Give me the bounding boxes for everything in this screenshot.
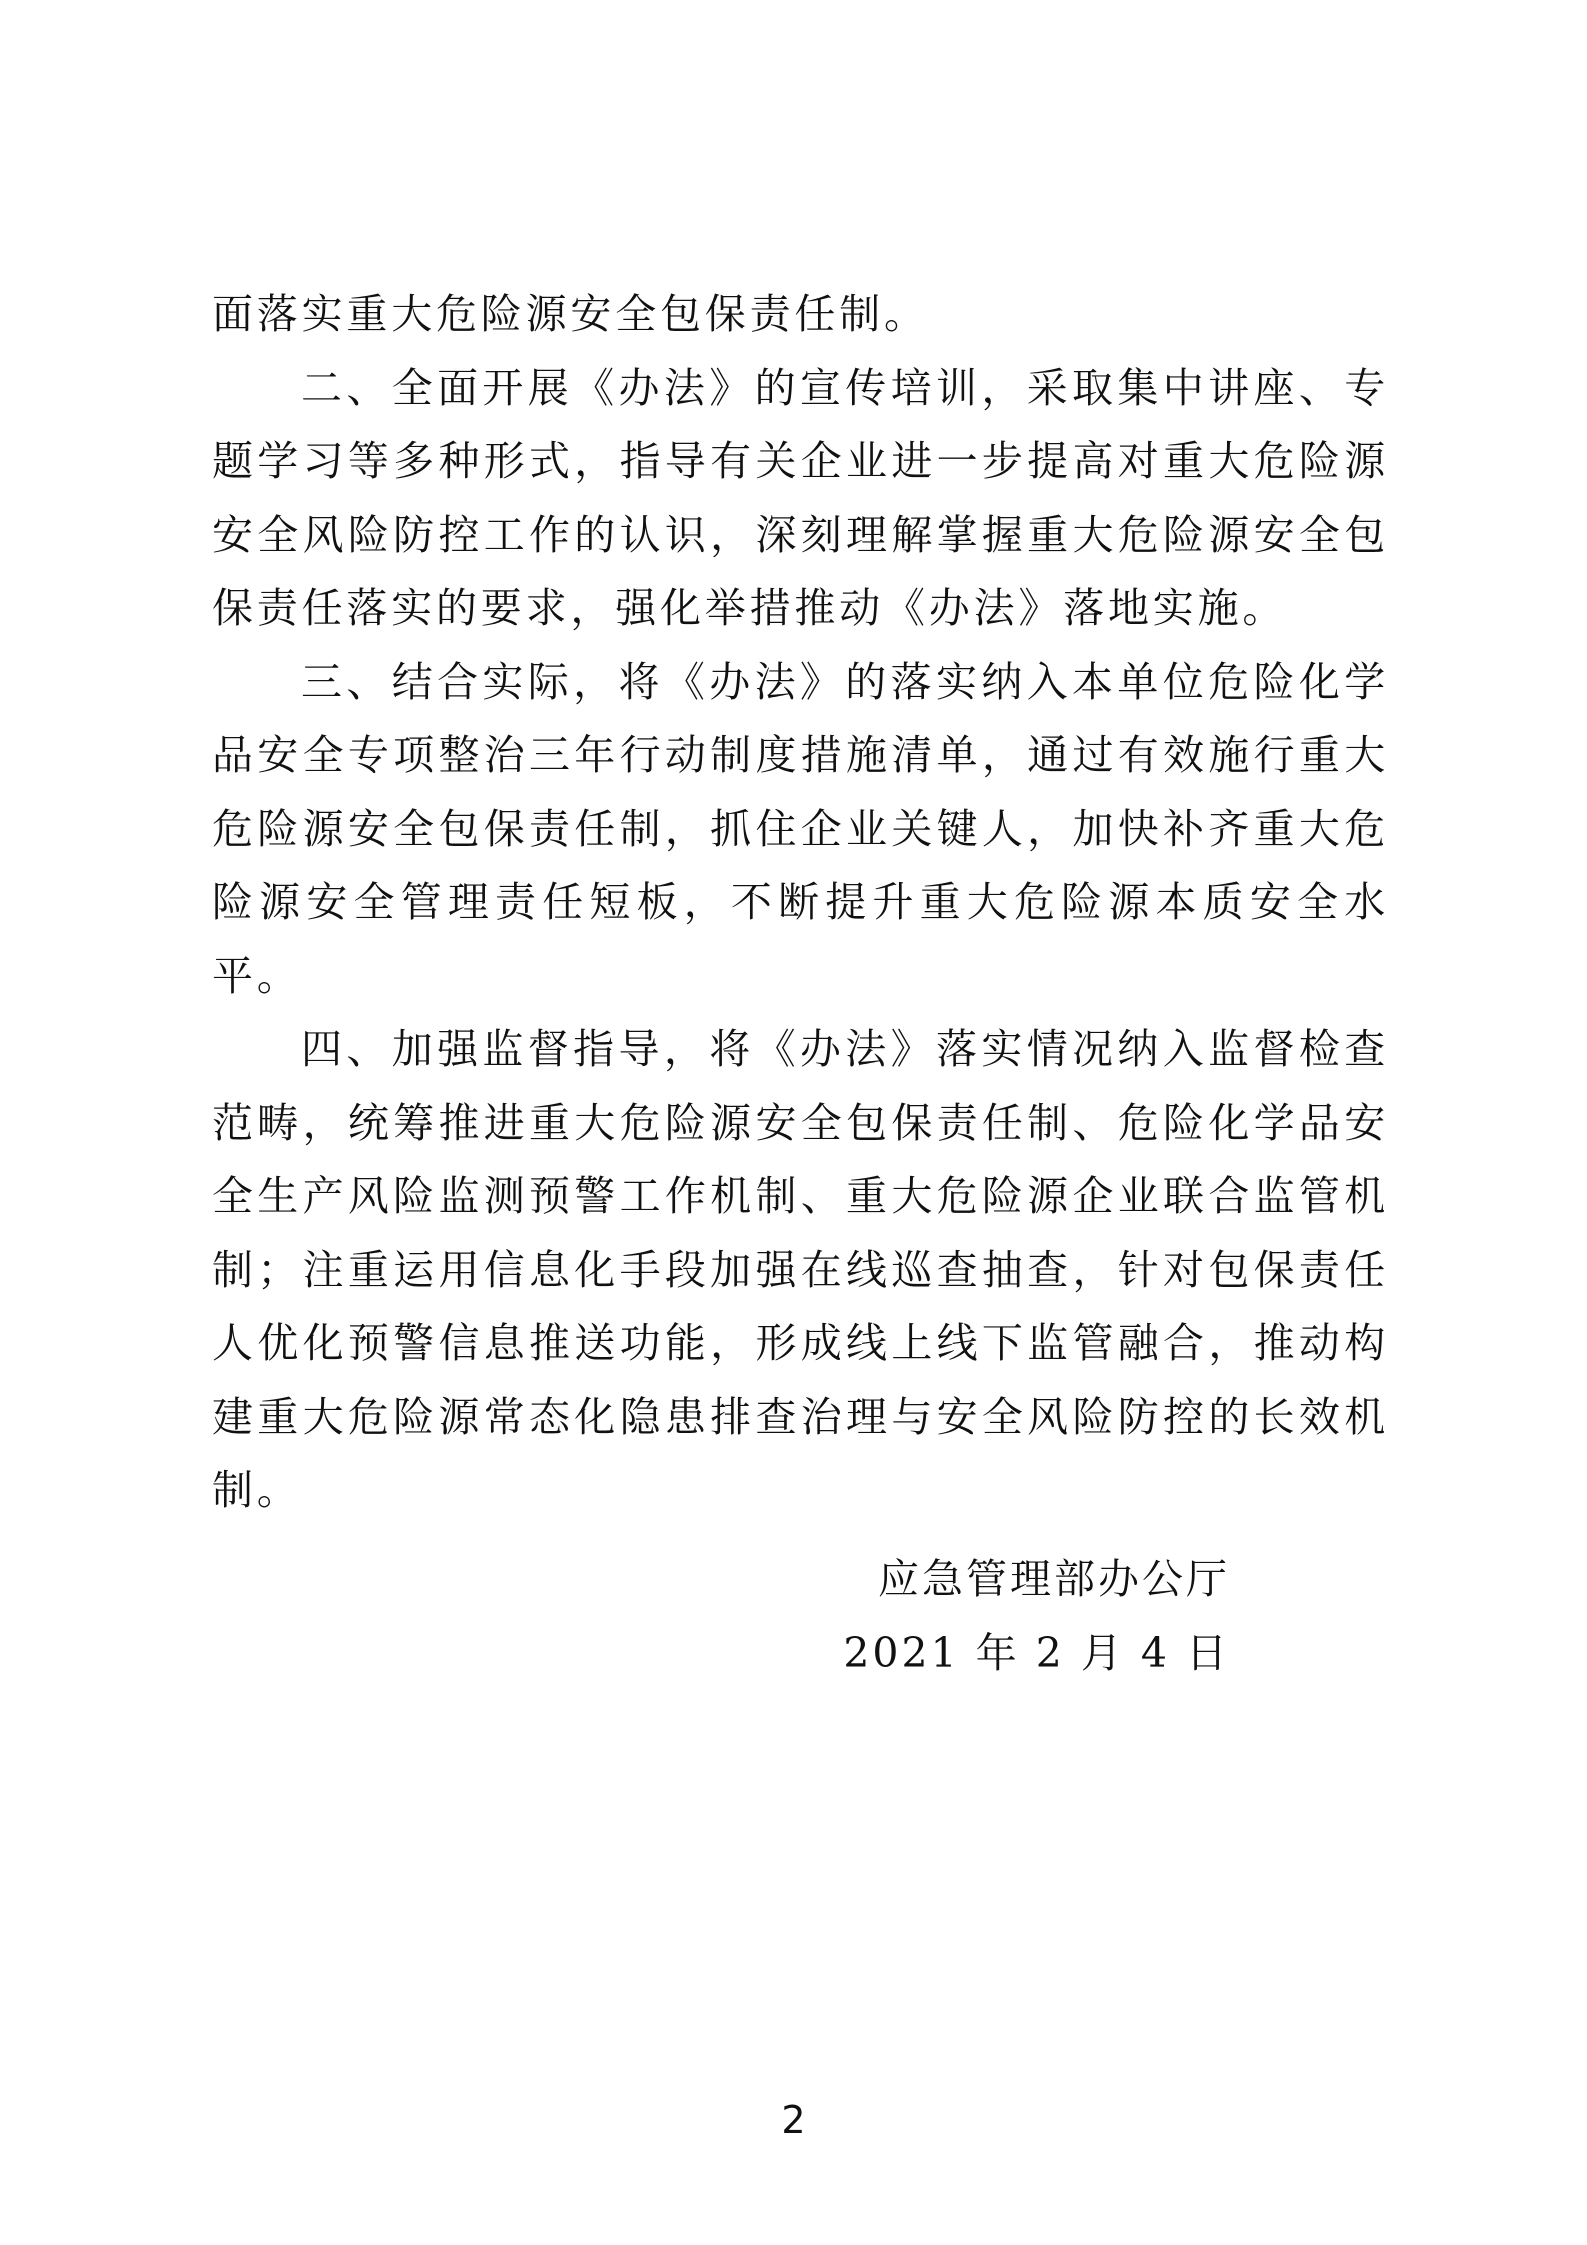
paragraph-item-4: 四、加强监督指导，将《办法》落实情况纳入监督检查范畴，统筹推进重大危险源安全包保责任制、危险化学品安全生产风险监测预警工作机制、重大危险源企业联合监管机制；注重运用信息化手段加强在线巡查抽查，针对包保责任人优化预警信息推送功能，形成线上线下监管融合，推动构建重大危险源常态化隐患排查治理与安全风险防控的长效机制。 — [212, 1025, 1389, 1514]
signature-date: 2021 年 2 月 4 日 — [843, 1628, 1230, 1677]
document-body — [212, 278, 1389, 1528]
page-number: 2 — [781, 2098, 806, 2142]
paragraph-item-3: 三、结合实际，将《办法》的落实纳入本单位危险化学品安全专项整治三年行动制度措施清单，通过有效施行重大危险源安全包保责任制，抓住企业关键人，加快补齐重大危险源安全管理责任短板，不断提升重大危险源本质安全水平。 — [212, 657, 1389, 1000]
paragraph-continuation: 面落实重大危险源安全包保责任制。 — [212, 290, 929, 338]
signature-block — [843, 1543, 1230, 1690]
signature-organization: 应急管理部办公厅 — [878, 1555, 1230, 1603]
paragraph-item-2: 二、全面开展《办法》的宣传培训，采取集中讲座、专题学习等多种形式，指导有关企业进一步提高对重大危险源安全风险防控工作的认识，深刻理解掌握重大危险源安全包保责任落实的要求，强化举措推动《办法》落地实施。 — [212, 363, 1389, 632]
